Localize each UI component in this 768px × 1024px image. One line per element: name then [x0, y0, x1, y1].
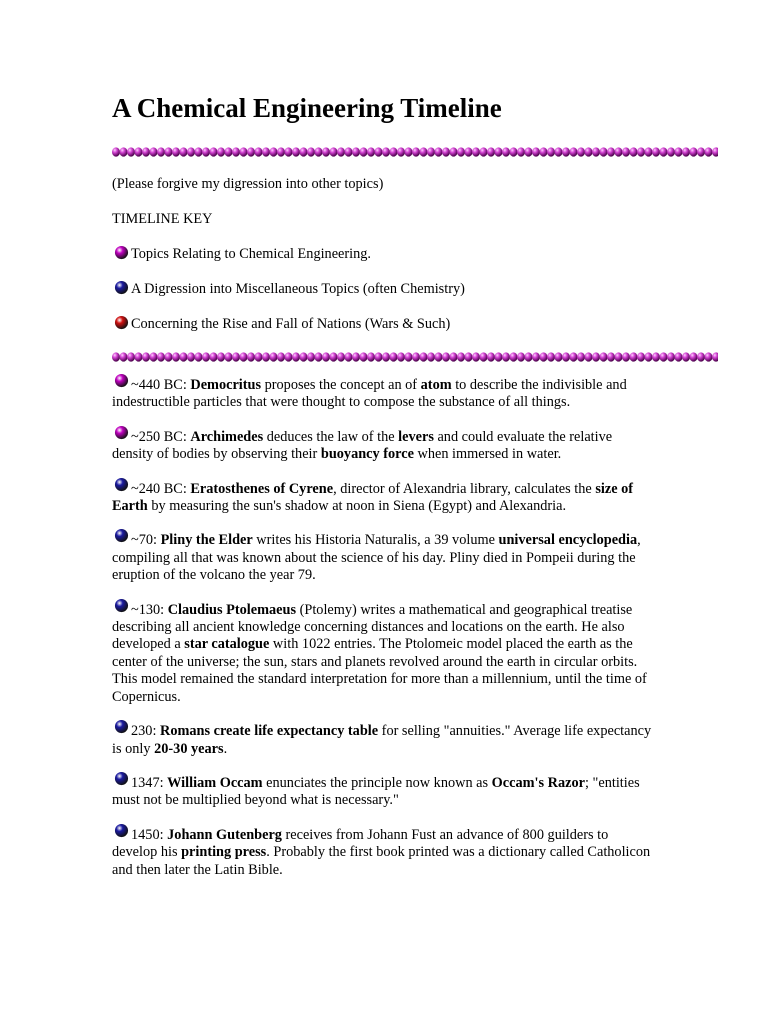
entry-text: ; "entities must not be multiplied beyond what is necessary." — [112, 774, 640, 809]
bead — [315, 352, 323, 361]
timeline-entry — [112, 481, 656, 516]
bead — [187, 147, 195, 156]
bead — [435, 147, 443, 156]
bead — [607, 147, 615, 156]
bead-chain-divider — [112, 351, 718, 363]
bead — [570, 147, 578, 156]
timeline-entry — [112, 827, 656, 879]
bead — [690, 352, 698, 361]
timeline-entry — [112, 602, 656, 706]
bead — [112, 147, 120, 156]
entry-highlight: Eratosthenes of Cyrene — [190, 480, 334, 497]
timeline-entry — [112, 775, 656, 810]
bead — [465, 352, 473, 361]
bead — [675, 147, 683, 156]
entry-text: ~240 BC: — [131, 480, 191, 497]
bead — [330, 147, 338, 156]
bead — [472, 147, 480, 156]
entry-text: enunciates the principle now known as — [262, 774, 492, 791]
bead — [405, 352, 413, 361]
blue-sphere-icon — [114, 719, 129, 734]
bead — [457, 352, 465, 361]
bead — [450, 352, 458, 361]
bead — [322, 147, 330, 156]
bead — [622, 147, 630, 156]
bead — [172, 147, 180, 156]
bead — [412, 352, 420, 361]
bead — [652, 352, 660, 361]
bead — [540, 147, 548, 156]
entry-highlight: size of Earth — [112, 480, 634, 515]
entry-highlight: printing press — [181, 844, 267, 861]
bead — [555, 147, 563, 156]
bead — [547, 147, 555, 156]
bead — [367, 147, 375, 156]
bead — [405, 147, 413, 156]
bead — [585, 147, 593, 156]
bead — [487, 352, 495, 361]
bead — [120, 147, 128, 156]
entry-highlight: Romans create life expectancy table — [160, 723, 379, 740]
bead — [547, 352, 555, 361]
bead — [157, 147, 165, 156]
bead — [420, 147, 428, 156]
entry-text: ~440 BC: — [131, 377, 191, 393]
bead — [525, 147, 533, 156]
bead — [270, 352, 278, 361]
bead — [225, 352, 233, 361]
entry-highlight: Archimedes — [190, 428, 264, 445]
bead — [330, 352, 338, 361]
bead — [127, 147, 135, 156]
bead — [397, 147, 405, 156]
bead — [532, 147, 540, 156]
entry-highlight: universal encyclopedia — [498, 532, 638, 549]
bead — [517, 352, 525, 361]
bead — [240, 352, 248, 361]
bead — [570, 352, 578, 361]
bead — [532, 352, 540, 361]
bead — [480, 352, 488, 361]
bead — [630, 147, 638, 156]
key-item-label: Topics Relating to Chemical Engineering. — [131, 246, 372, 262]
bead — [615, 352, 623, 361]
bead — [637, 147, 645, 156]
bead — [300, 352, 308, 361]
bead — [307, 147, 315, 156]
bead — [510, 352, 518, 361]
entry-text: , director of Alexandria library, calculates the — [333, 480, 596, 497]
entry-text: deduces the law of the — [263, 428, 399, 445]
bead — [360, 147, 368, 156]
bead — [127, 352, 135, 361]
timeline-key-list — [112, 245, 720, 333]
bead — [345, 147, 353, 156]
bead — [615, 147, 623, 156]
bead — [360, 352, 368, 361]
bead — [375, 352, 383, 361]
timeline-entries — [112, 377, 720, 879]
bead — [390, 147, 398, 156]
bead — [232, 352, 240, 361]
blue-sphere-icon — [114, 477, 129, 492]
blue-sphere-icon — [114, 528, 129, 543]
key-item-miscellaneous — [112, 280, 720, 298]
entry-text: (Ptolemy) writes a mathematical and geographical treatise describing all ancient knowledge concerning distances and locations on the earth. He also developed a — [112, 601, 633, 653]
bead — [682, 147, 690, 156]
bead — [277, 352, 285, 361]
entry-highlight: atom — [420, 377, 452, 393]
bead — [442, 147, 450, 156]
bead — [705, 147, 713, 156]
bead — [292, 147, 300, 156]
bead — [592, 352, 600, 361]
intro-note: (Please forgive my digression into other topics) — [112, 176, 384, 192]
entry-highlight: Occam's Razor — [491, 774, 585, 791]
bead — [600, 352, 608, 361]
bead — [510, 147, 518, 156]
bead — [315, 147, 323, 156]
entry-highlight: Pliny the Elder — [160, 532, 253, 549]
entry-highlight: Claudius Ptolemaeus — [167, 601, 297, 618]
bead — [487, 147, 495, 156]
bead — [652, 147, 660, 156]
bead — [607, 352, 615, 361]
bead — [697, 147, 705, 156]
bead — [247, 147, 255, 156]
bead — [390, 352, 398, 361]
bead — [217, 352, 225, 361]
bead — [255, 352, 263, 361]
bead — [270, 147, 278, 156]
entry-text: receives from Johann Fust an advance of 800 guilders to develop his — [112, 826, 609, 861]
bead — [540, 352, 548, 361]
bead — [135, 352, 143, 361]
red-sphere-icon — [114, 315, 129, 330]
bead — [195, 352, 203, 361]
entry-text: proposes the concept an of — [261, 377, 421, 393]
bead — [472, 352, 480, 361]
entry-highlight: levers — [398, 428, 434, 445]
bead — [337, 147, 345, 156]
bead — [285, 147, 293, 156]
bead — [712, 352, 718, 361]
entry-text: to describe the indivisible and indestructible particles that were thought to compose the substance of all things. — [112, 377, 627, 411]
bead — [285, 352, 293, 361]
bead — [150, 352, 158, 361]
bead — [210, 352, 218, 361]
bead — [675, 352, 683, 361]
bead — [645, 352, 653, 361]
entry-text: writes his Historia Naturalis, a 39 volume — [252, 532, 499, 549]
timeline-entry — [112, 377, 656, 412]
bead — [622, 352, 630, 361]
entry-text: 1450: — [131, 826, 168, 843]
bead — [577, 147, 585, 156]
bead — [142, 352, 150, 361]
page-title: A Chemical Engineering Timeline — [112, 93, 502, 123]
timeline-entry — [112, 723, 656, 758]
entry-text: ~70: — [131, 532, 161, 549]
bead — [300, 147, 308, 156]
entry-text: 1347: — [131, 774, 168, 791]
bead — [412, 147, 420, 156]
bead — [682, 352, 690, 361]
entry-highlight: Johann Gutenberg — [167, 826, 282, 843]
bead — [427, 147, 435, 156]
purple-sphere-icon — [114, 425, 129, 440]
bead — [322, 352, 330, 361]
key-item-nations — [112, 315, 720, 333]
bead — [112, 352, 120, 361]
bead — [142, 147, 150, 156]
bead — [697, 352, 705, 361]
bead — [660, 147, 668, 156]
bead — [277, 147, 285, 156]
bead — [562, 147, 570, 156]
bead — [502, 147, 510, 156]
entry-text: and could evaluate the relative density of bodies by observing their — [112, 428, 613, 463]
bead — [307, 352, 315, 361]
blue-sphere-icon — [114, 598, 129, 613]
bead — [630, 352, 638, 361]
bead — [202, 352, 210, 361]
bead — [637, 352, 645, 361]
bead — [135, 147, 143, 156]
entry-text: 230: — [131, 723, 160, 740]
bead — [420, 352, 428, 361]
key-item-chemical-engineering — [112, 245, 720, 263]
bead — [495, 147, 503, 156]
bead — [555, 352, 563, 361]
bead — [247, 352, 255, 361]
entry-highlight: 20-30 years — [154, 740, 224, 757]
bead — [150, 147, 158, 156]
bead — [457, 147, 465, 156]
entry-text: ~250 BC: — [131, 428, 191, 445]
bead — [240, 147, 248, 156]
bead — [157, 352, 165, 361]
entry-highlight: star catalogue — [184, 636, 270, 653]
bead — [450, 147, 458, 156]
bead — [592, 147, 600, 156]
bead — [382, 147, 390, 156]
bead — [495, 352, 503, 361]
entry-text: with 1022 entries. The Ptolomeic model placed the earth as the center of the universe; the sun, stars and planets revolved around the earth in circular orbits. This model remained the standard interpretation for more than a millennium, until the time of Copernicus. — [112, 636, 647, 705]
entry-text: ~130: — [131, 601, 168, 618]
bead — [585, 352, 593, 361]
bead — [232, 147, 240, 156]
bead — [382, 352, 390, 361]
bead — [667, 147, 675, 156]
bead — [292, 352, 300, 361]
bead — [442, 352, 450, 361]
bead — [435, 352, 443, 361]
bead — [180, 147, 188, 156]
bead — [262, 147, 270, 156]
key-item-label: Concerning the Rise and Fall of Nations (Wars & Such) — [131, 316, 451, 332]
bead — [225, 147, 233, 156]
bead — [217, 147, 225, 156]
bead — [705, 352, 713, 361]
entry-text: for selling "annuities." Average life expectancy is only — [112, 723, 652, 757]
bead — [352, 352, 360, 361]
bead — [262, 352, 270, 361]
bead — [202, 147, 210, 156]
bead — [600, 147, 608, 156]
bead — [397, 352, 405, 361]
blue-sphere-icon — [114, 823, 129, 838]
bead — [517, 147, 525, 156]
timeline-entry — [112, 429, 656, 464]
bead — [255, 147, 263, 156]
bead — [180, 352, 188, 361]
entry-highlight: Democritus — [190, 377, 262, 393]
bead — [427, 352, 435, 361]
bead — [172, 352, 180, 361]
purple-sphere-icon — [114, 245, 129, 260]
key-item-label: A Digression into Miscellaneous Topics (often Chemistry) — [131, 281, 465, 297]
bead — [502, 352, 510, 361]
bead — [165, 352, 173, 361]
bead — [210, 147, 218, 156]
bead — [195, 147, 203, 156]
bead — [660, 352, 668, 361]
timeline-entry — [112, 532, 656, 584]
bead-chain-divider — [112, 146, 718, 158]
bead — [667, 352, 675, 361]
bead — [645, 147, 653, 156]
bead — [577, 352, 585, 361]
bead — [562, 352, 570, 361]
bead — [712, 147, 718, 156]
entry-text: by measuring the sun's shadow at noon in Siena (Egypt) and Alexandria. — [147, 498, 567, 515]
bead — [165, 147, 173, 156]
entry-text: , compiling all that was known about the science of his day. Pliny died in Pompeii during the eruption of the volcano the year 79. — [112, 532, 641, 584]
blue-sphere-icon — [114, 771, 129, 786]
bead — [352, 147, 360, 156]
bead — [367, 352, 375, 361]
bead — [465, 147, 473, 156]
entry-text: . Probably the first book printed was a dictionary called Catholicon and then later the Latin Bible. — [112, 844, 651, 878]
purple-sphere-icon — [114, 373, 129, 388]
bead — [375, 147, 383, 156]
bead — [120, 352, 128, 361]
entry-text: when immersed in water. — [413, 446, 562, 463]
entry-text: . — [223, 740, 228, 757]
bead — [337, 352, 345, 361]
bead — [480, 147, 488, 156]
bead — [525, 352, 533, 361]
bead — [690, 147, 698, 156]
timeline-key-heading: TIMELINE KEY — [112, 211, 213, 227]
blue-sphere-icon — [114, 280, 129, 295]
bead — [345, 352, 353, 361]
entry-highlight: William Occam — [167, 774, 263, 791]
entry-highlight: buoyancy force — [320, 446, 414, 463]
bead — [187, 352, 195, 361]
